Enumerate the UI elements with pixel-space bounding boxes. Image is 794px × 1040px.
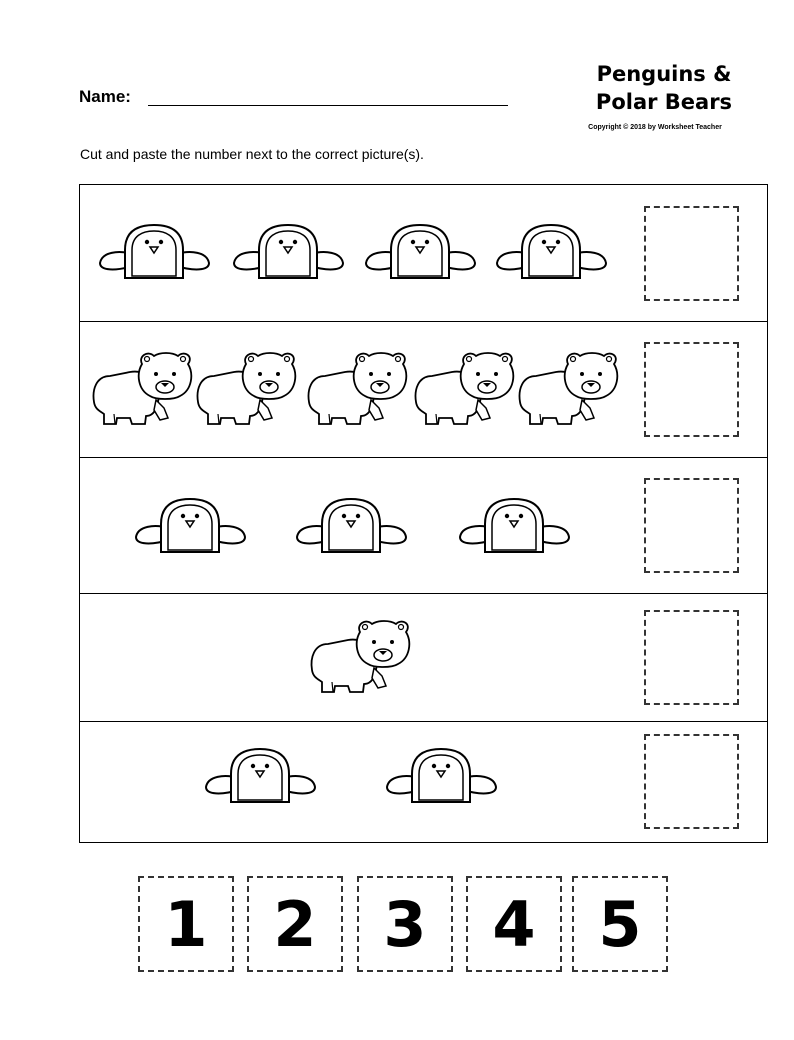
answer-box-5[interactable]: [644, 734, 739, 829]
penguin-icon: [98, 222, 212, 282]
penguin-icon: [364, 222, 478, 282]
row-3: [80, 457, 767, 593]
polar-bear-icon: [90, 350, 196, 428]
number-card-1[interactable]: 1: [138, 876, 234, 972]
penguin-icon: [458, 496, 572, 556]
row-4: [80, 593, 767, 721]
penguin-icon: [385, 746, 499, 806]
answer-box-1[interactable]: [644, 206, 739, 301]
polar-bear-icon: [305, 350, 411, 428]
penguin-icon: [295, 496, 409, 556]
title-line-2: Polar Bears: [595, 90, 733, 114]
answer-box-4[interactable]: [644, 610, 739, 705]
polar-bear-icon: [194, 350, 300, 428]
worksheet-title: [560, 60, 768, 116]
instructions: Cut and paste the number next to the correct picture(s).: [80, 146, 424, 162]
number-card-4[interactable]: 4: [466, 876, 562, 972]
polar-bear-icon: [516, 350, 622, 428]
penguin-icon: [134, 496, 248, 556]
penguin-icon: [232, 222, 346, 282]
copyright-text: Copyright © 2018 by Worksheet Teacher: [588, 124, 722, 131]
penguin-icon: [495, 222, 609, 282]
polar-bear-icon: [412, 350, 518, 428]
answer-box-2[interactable]: [644, 342, 739, 437]
counting-grid: [79, 184, 768, 843]
name-label: Name:: [79, 87, 131, 106]
row-5: [80, 721, 767, 842]
row-2: [80, 321, 767, 457]
row-1: [80, 185, 767, 321]
number-card-5[interactable]: 5: [572, 876, 668, 972]
title-line-1: Penguins &: [596, 62, 732, 86]
answer-box-3[interactable]: [644, 478, 739, 573]
penguin-icon: [204, 746, 318, 806]
name-write-line[interactable]: [148, 105, 508, 106]
number-card-3[interactable]: 3: [357, 876, 453, 972]
polar-bear-icon: [308, 618, 414, 696]
number-card-2[interactable]: 2: [247, 876, 343, 972]
